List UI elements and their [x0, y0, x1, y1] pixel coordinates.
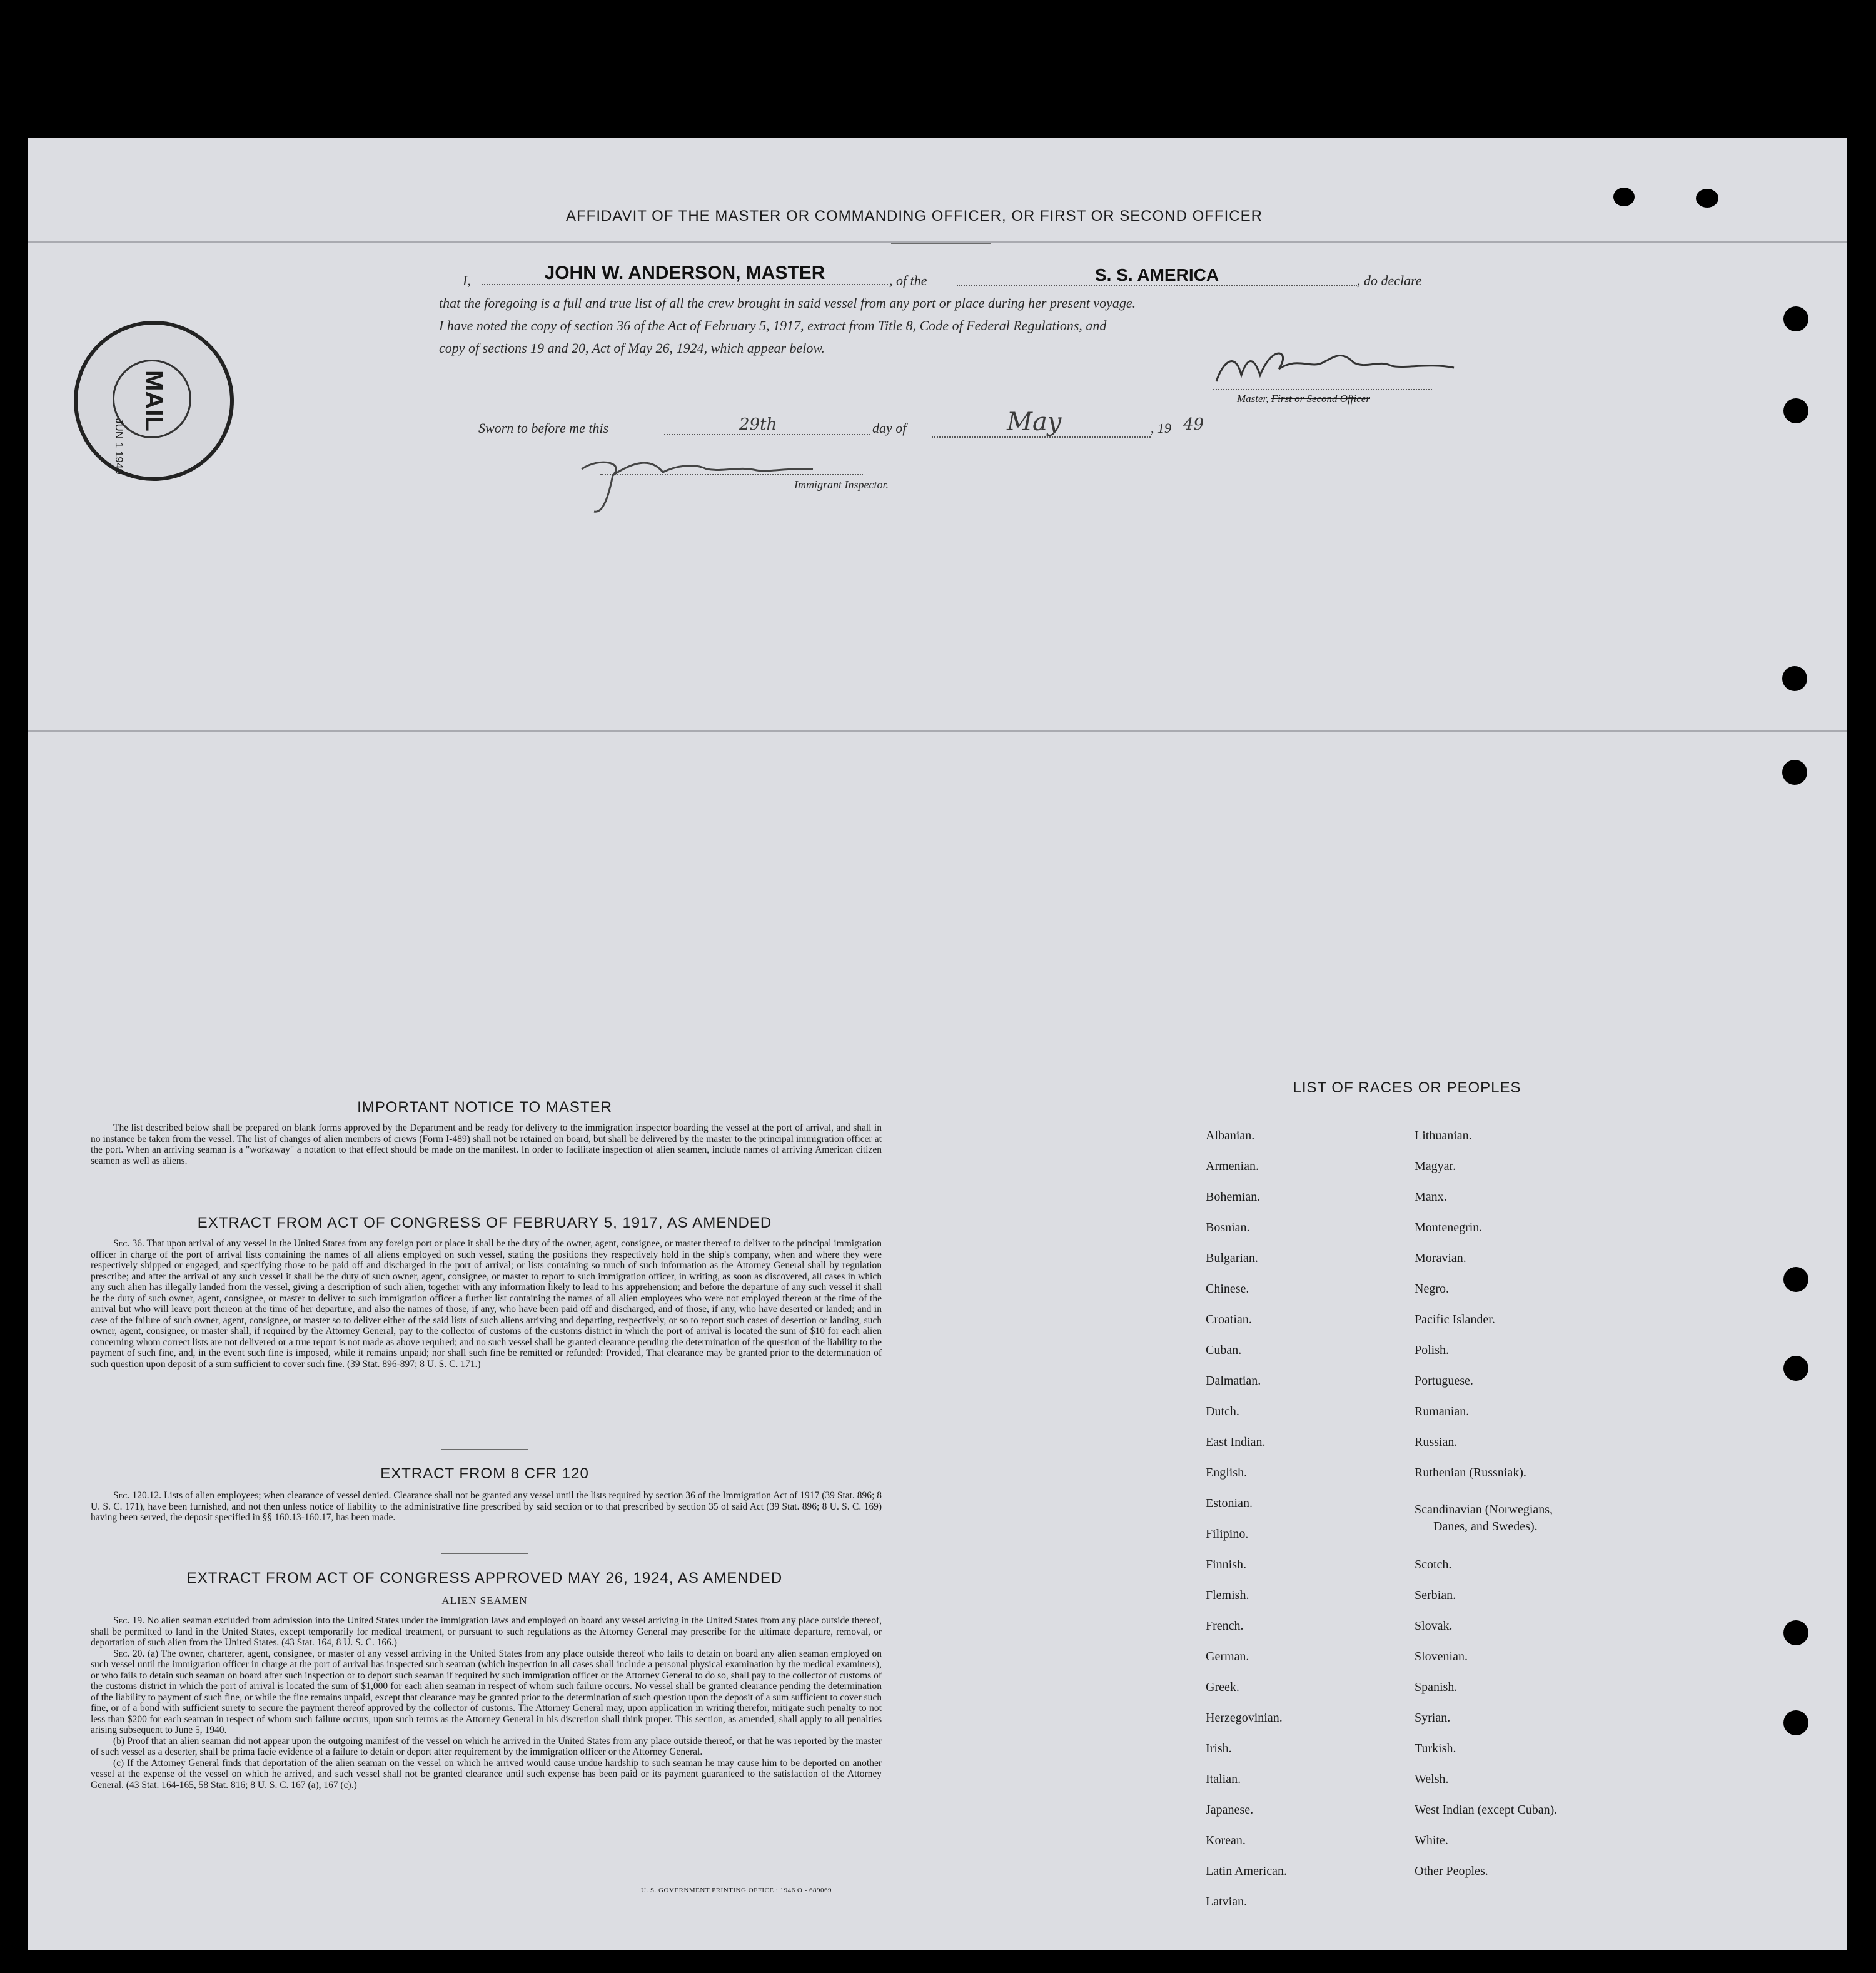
- punch-hole: [1783, 1620, 1808, 1645]
- races-title: LIST OF RACES OR PEOPLES: [1293, 1079, 1521, 1096]
- inspector-signature: [575, 438, 825, 519]
- affidavit-body-line: copy of sections 19 and 20, Act of May 26, 1924, which appear below.: [439, 340, 825, 356]
- notice-title: IMPORTANT NOTICE TO MASTER: [357, 1099, 612, 1116]
- signature-caption: [1237, 393, 1370, 405]
- race-item: Portuguese.: [1415, 1374, 1473, 1388]
- section-20a: [91, 1648, 882, 1736]
- race-item: Negro.: [1415, 1282, 1449, 1296]
- affidavit-body-line: that the foregoing is a full and true list of all the crew brought in said vessel from any port or place during her present voyage.: [439, 295, 1136, 311]
- stamp-date: JUN 1 1949: [113, 418, 125, 475]
- of-the-label: , of the: [889, 273, 927, 288]
- race-item: Ruthenian (Russniak).: [1415, 1466, 1526, 1480]
- race-item: Filipino.: [1206, 1527, 1249, 1541]
- section-text: No alien seaman excluded from admission into the United States under the immigration laws and employed on board any vessel arriving in the United States from any place outside thereof, shall be permitted to land in the United States, except temporarily for medical treatment, or pursuant to such regulations as the Attorney General may prescribe for the ultimate departure, removal, or deportation of such alien from the United States. (43 Stat. 164, 8 U. S. C. 166.): [91, 1615, 882, 1648]
- race-item: Lithuanian.: [1415, 1129, 1472, 1143]
- master-caption: Master,: [1237, 393, 1269, 405]
- race-item: German.: [1206, 1650, 1249, 1663]
- race-item: Armenian.: [1206, 1159, 1259, 1173]
- race-item: Bulgarian.: [1206, 1251, 1258, 1265]
- race-item: Welsh.: [1415, 1772, 1449, 1786]
- extract-1924-subtitle: ALIEN SEAMEN: [441, 1595, 528, 1607]
- race-item: Slovak.: [1415, 1619, 1453, 1633]
- section-text: Lists of alien employees; when clearance of vessel denied. Clearance shall not be granted any vessel until the lists required by section 36 of the Immigration Act of 1917 (39 Stat. 896; 8 U. S. C. 171), have been furnished, and not then unless notice of liability to the administrative fine prescribed by said section or to that prescribed by section 35 of said Act (39 Stat. 896; 8 U. S. C. 169) having been served, the deposit specified in §§ 160.13-160.17, has been made.: [91, 1490, 882, 1523]
- race-item: Polish.: [1415, 1343, 1450, 1357]
- race-item: French.: [1206, 1619, 1244, 1633]
- race-item: Herzegovinian.: [1206, 1711, 1283, 1725]
- punch-hole: [1783, 1710, 1808, 1735]
- postal-stamp: [74, 321, 234, 481]
- inspector-caption: Immigrant Inspector.: [794, 478, 889, 491]
- race-item: English.: [1206, 1466, 1248, 1480]
- race-item: Scotch.: [1415, 1558, 1452, 1572]
- race-item: Bohemian.: [1206, 1190, 1261, 1204]
- section-text: That upon arrival of any vessel in the United States from any foreign port or place it shall be the duty of the owner, agent, consignee, or master thereof to deliver to the principal immigration officer in charge of the port of arrival lists containing the names of all aliens employed on such vessel, stating the positions they respectively hold in the ship's company, when and where they were respectively shipped or engaged, and specifying those to be paid off and discharged in the port of arrival; or lists containing so much of such information as the Attorney General shall by regulation prescribe; and after the arrival of any such vessel it shall be the duty of such owner, agent, consignee, or master to report to such immigration officer, in writing, as soon as discovered, all cases in which any such alien has illegally landed from the vessel, giving a description of such alien, together with any information likely to lead to his apprehension; and before the departure of any such vessel it shall be the duty of such owner, agent, consignee, or master to deliver to such immigration officer a further list containing the names of all alien employees who were not employed thereon at the time of the arrival but who will leave port thereon at the time of her departure, and also the names of those, if any, who have been paid off and discharged, and of those, if any, who have deserted or landed; and in case of the failure of such owner, agent, consignee, or master so to deliver either of the said lists of such aliens arriving and departing, respectively, or so to report such cases of desertion or landing, such owner, agent, consignee, or master shall, if required by the Attorney General, pay to the collector of customs of the customs district in which the port of arrival is located the sum of $10 for each alien concerning whom correct lists are not delivered or a true report is not made as above required; and no such vessel shall be granted clearance pending the determination of the question of the liability to the payment of such fine, and, in the event such fine is imposed, while it remains unpaid; nor shall such fine be remitted or refunded: Provided, That clearance may be granted prior to the determination of such question upon deposit of a sum sufficient to cover such fine. (39 Stat. 896-897; 8 U. S. C. 171.): [91, 1238, 882, 1370]
- divider: [441, 1553, 528, 1554]
- punch-hole: [1783, 398, 1808, 423]
- race-item: West Indian (except Cuban).: [1415, 1803, 1558, 1817]
- race-item: Latin American.: [1206, 1864, 1287, 1878]
- affidavit-body-line: I have noted the copy of section 36 of the Act of February 5, 1917, extract from Title 8, Code of Federal Regulations, and: [439, 318, 1107, 333]
- sworn-year: 49: [1183, 415, 1204, 434]
- sworn-day: 29th: [664, 415, 870, 435]
- race-item: White.: [1415, 1834, 1448, 1847]
- extract-cfr-text: [91, 1490, 882, 1523]
- race-item: Dalmatian.: [1206, 1374, 1261, 1388]
- race-item: Spanish.: [1415, 1680, 1458, 1694]
- stamp-mail-text: MAIL: [140, 370, 168, 431]
- declare-label: , do declare: [1357, 273, 1422, 288]
- year-prefix: , 19: [1151, 420, 1171, 436]
- section-label: Sec. 19.: [113, 1615, 144, 1626]
- section-20c: (c) If the Attorney General finds that deportation of the alien seaman on the vessel on which he arrived would cause undue hardship to such seaman he may cause him to be deported on another vessel at the expense of the vessel on which he arrived, and such vessel shall not be granted clearance until such expense has been paid or its payment guaranteed to the satisfaction of the Attorney General. (43 Stat. 164-165, 58 Stat. 816; 8 U. S. C. 167 (a), 167 (c).): [91, 1757, 882, 1790]
- race-item: Montenegrin.: [1415, 1221, 1483, 1234]
- section-20b: (b) Proof that an alien seaman did not appear upon the outgoing manifest of the vessel on which he arrived in the United States from any place outside thereof, or that he was reported by the master of such vessel as a deserter, shall be prima facie evidence of a failure to detain or deport after requirement by the immigration officer or the Attorney General.: [91, 1735, 882, 1757]
- race-item: Other Peoples.: [1415, 1864, 1488, 1878]
- struck-caption: First or Second Officer: [1271, 393, 1370, 405]
- race-item: Dutch.: [1206, 1405, 1239, 1418]
- divider: [441, 1449, 528, 1450]
- race-item: Flemish.: [1206, 1588, 1249, 1602]
- inspector-line: [600, 474, 863, 475]
- sworn-month: May: [932, 408, 1151, 438]
- printer-line: U. S. GOVERNMENT PRINTING OFFICE : 1946 O - 689069: [641, 1887, 832, 1894]
- race-item: Albanian.: [1206, 1129, 1255, 1143]
- sworn-label: Sworn to before me this: [478, 420, 609, 436]
- race-item: Finnish.: [1206, 1558, 1247, 1572]
- race-item: Italian.: [1206, 1772, 1241, 1786]
- extract-cfr-title: EXTRACT FROM 8 CFR 120: [380, 1465, 589, 1482]
- section-label: Sec. 120.12.: [113, 1490, 161, 1501]
- section-label: Sec. 20.: [113, 1648, 145, 1659]
- race-item: Cuban.: [1206, 1343, 1242, 1357]
- race-item: Bosnian.: [1206, 1221, 1250, 1234]
- race-item: Manx.: [1415, 1190, 1447, 1204]
- race-item: Rumanian.: [1415, 1405, 1470, 1418]
- extract-1924-text: [91, 1615, 882, 1790]
- punch-hole: [1783, 1356, 1808, 1381]
- race-item: Turkish.: [1415, 1742, 1456, 1755]
- race-item: Irish.: [1206, 1742, 1232, 1755]
- day-of-label: day of: [872, 420, 907, 436]
- master-signature: [1204, 331, 1466, 394]
- race-item: Latvian.: [1206, 1895, 1248, 1909]
- race-item: Russian.: [1415, 1435, 1458, 1449]
- race-item: Chinese.: [1206, 1282, 1249, 1296]
- extract-1924-title: EXTRACT FROM ACT OF CONGRESS APPROVED MAY 26, 1924, AS AMENDED: [186, 1570, 783, 1587]
- race-item: Moravian.: [1415, 1251, 1466, 1265]
- extract-1917-text: [91, 1238, 882, 1370]
- race-item: Syrian.: [1415, 1711, 1451, 1725]
- punch-hole: [1783, 306, 1808, 331]
- signature-line: [1213, 389, 1432, 391]
- declarant-name: JOHN W. ANDERSON, MASTER: [482, 263, 888, 285]
- notice-text: The list described below shall be prepared on blank forms approved by the Department and be ready for delivery to the immigration inspector boarding the vessel at the port of arrival, and shall in no instance be taken from the vessel. The list of changes of alien members of crews (Form I-489) shall not be retained on board, but shall be delivered by the master to the principal immigration officer at the port. When an arriving seaman is a "workaway" a notation to that effect should be made on the manifest. In order to facilitate inspection of alien seamen, include names of arriving American citizen seamen as well as aliens.: [91, 1123, 882, 1166]
- race-item: Scandinavian (Norwegians,: [1415, 1503, 1553, 1516]
- affidavit-i-label: I,: [463, 273, 471, 288]
- punch-hole: [1782, 666, 1807, 691]
- race-item: Croatian.: [1206, 1313, 1252, 1326]
- extract-1917-title: EXTRACT FROM ACT OF CONGRESS OF FEBRUARY 5, 1917, AS AMENDED: [197, 1214, 772, 1231]
- race-item: Japanese.: [1206, 1803, 1254, 1817]
- race-item: Pacific Islander.: [1415, 1313, 1495, 1326]
- punch-hole: [1783, 1267, 1808, 1292]
- race-item: Estonian.: [1206, 1496, 1253, 1510]
- race-item: Magyar.: [1415, 1159, 1456, 1173]
- section-text: (a) The owner, charterer, agent, consignee, or master of any vessel arriving in the United States from any place outside thereof who fails to detain on board any alien seaman employed on such vessel until the immigration officer in charge at the port of arrival has inspected such seaman (which inspection in all cases shall include a personal physical examination by the medical examiners), or who fails to detain such seaman on board after such inspection or to deport such seaman if required by such immigration officer or the Attorney General to do so, shall pay to the collector of customs of the customs district in which the port of arrival is located the sum of $1,000 for each alien seaman in respect of whom such failure occurs. No vessel shall be granted clearance pending the determination of the liability to payment of such fine, or while the fine remains unpaid, except that clearance may be granted prior to the determination of such question upon the deposit of a sum sufficient to cover such fine, or of a bond with sufficient surety to secure the payment thereof approved by the collector of customs. The Attorney General may, upon application in writing therefor, mitigate such penalty to not less than $200 for each seaman in respect of whom such failure occurs, upon such terms as the Attorney General in his discretion shall think proper. This section, as amended, shall apply to all penalties arising subsequent to June 5, 1940.: [91, 1648, 882, 1735]
- race-item: Slovenian.: [1415, 1650, 1468, 1663]
- punch-hole: [1782, 760, 1807, 785]
- punch-hole: [1696, 189, 1718, 208]
- section-label: Sec. 36.: [113, 1238, 144, 1249]
- section-19: [91, 1615, 882, 1648]
- race-item: East Indian.: [1206, 1435, 1266, 1449]
- affidavit-title: AFFIDAVIT OF THE MASTER OR COMMANDING OFFICER, OR FIRST OR SECOND OFFICER: [566, 208, 1263, 225]
- punch-hole: [1613, 188, 1635, 206]
- race-item: Serbian.: [1415, 1588, 1456, 1602]
- divider: [891, 243, 991, 244]
- race-item: Korean.: [1206, 1834, 1246, 1847]
- vessel-name: S. S. AMERICA: [957, 265, 1357, 286]
- fold-line: [28, 730, 1847, 732]
- race-item: Greek.: [1206, 1680, 1239, 1694]
- race-item: Danes, and Swedes).: [1433, 1520, 1538, 1533]
